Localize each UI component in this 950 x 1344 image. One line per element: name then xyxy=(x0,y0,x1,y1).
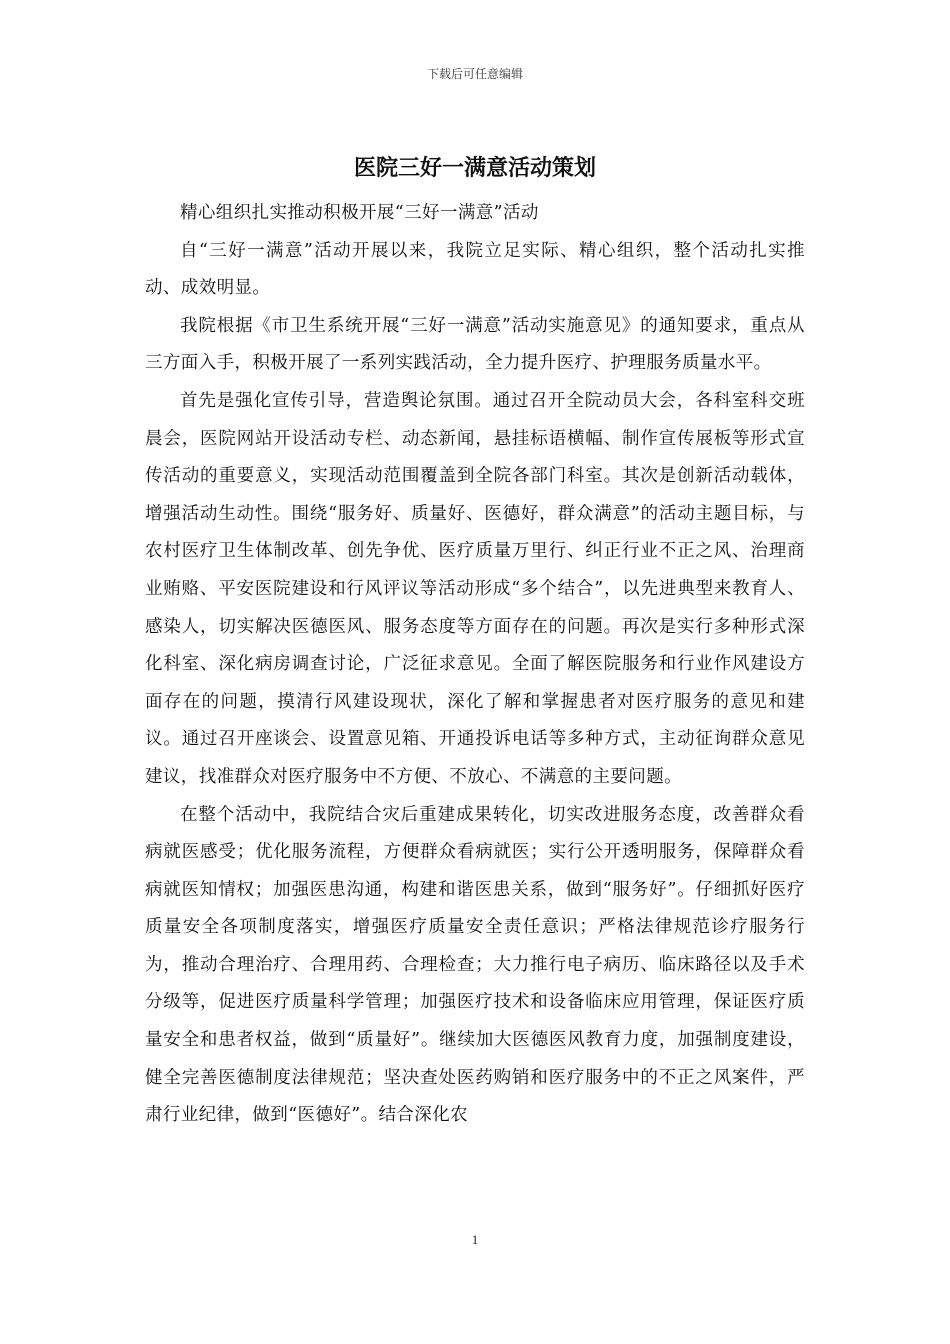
paragraph: 我院根据《市卫生系统开展“三好一满意”活动实施意见》的通知要求，重点从三方面入手，积极开展了一系列实践活动，全力提升医疗、护理服务质量水平。 xyxy=(145,315,805,374)
document-title: 医院三好一满意活动策划 xyxy=(353,156,596,181)
header-note: 下载后可任意编辑 xyxy=(426,67,523,81)
paragraph: 在整个活动中，我院结合灾后重建成果转化，切实改进服务态度，改善群众看病就医感受；优化服务流程，方便群众看病就医；实行公开透明服务，保障群众看病就医知情权；加强医患沟通，构建和谐医患关系，做到“服务好”。仔细抓好医疗质量安全各项制度落实，增强医疗质量安全责任意识；严格法律规范诊疗服务行为，推动合理治疗、合理用药、合理检查；大力推行电子病历、临床路径以及手术分级等，促进医疗质量科学管理；加强医疗技术和设备临床应用管理，保证医疗质量安全和患者权益，做到“质量好”。继续加大医德医风教育力度，加强制度建设，健全完善医德制度法律规范；坚决查处医药购销和医疗服务中的不正之风案件，严肃行业纪律，做到“医德好”。结合深化农 xyxy=(145,804,805,1126)
paragraph: 自“三好一满意”活动开展以来，我院立足实际、精心组织，整个活动扎实推动、成效明显。 xyxy=(145,240,805,299)
page-number: 1 xyxy=(471,1232,479,1247)
paragraph-subtitle: 精心组织扎实推动积极开展“三好一满意”活动 xyxy=(180,203,539,223)
document-body xyxy=(145,195,805,1135)
paragraph: 首先是强化宣传引导，营造舆论氛围。通过召开全院动员大会，各科室科交班晨会，医院网站开设活动专栏、动态新闻，悬挂标语横幅、制作宣传展板等形式宣传活动的重要意义，实现活动范围覆盖到全院各部门科室。其次是创新活动载体，增强活动生动性。围绕“服务好、质量好、医德好，群众满意”的活动主题目标，与农村医疗卫生体制改革、创先争优、医疗质量万里行、纠正行业不正之风、治理商业贿赂、平安医院建设和行风评议等活动形成“多个结合”，以先进典型来教育人、感染人，切实解决医德医风、服务态度等方面存在的问题。再次是实行多种形式深化科室、深化病房调查讨论，广泛征求意见。全面了解医院服务和行业作风建设方面存在的问题，摸清行风建设现状，深化了解和掌握患者对医疗服务的意见和建议。通过召开座谈会、设置意见箱、开通投诉电话等多种方式，主动征询群众意见建议，找准群众对医疗服务中不方便、不放心、不满意的主要问题。 xyxy=(145,390,805,787)
